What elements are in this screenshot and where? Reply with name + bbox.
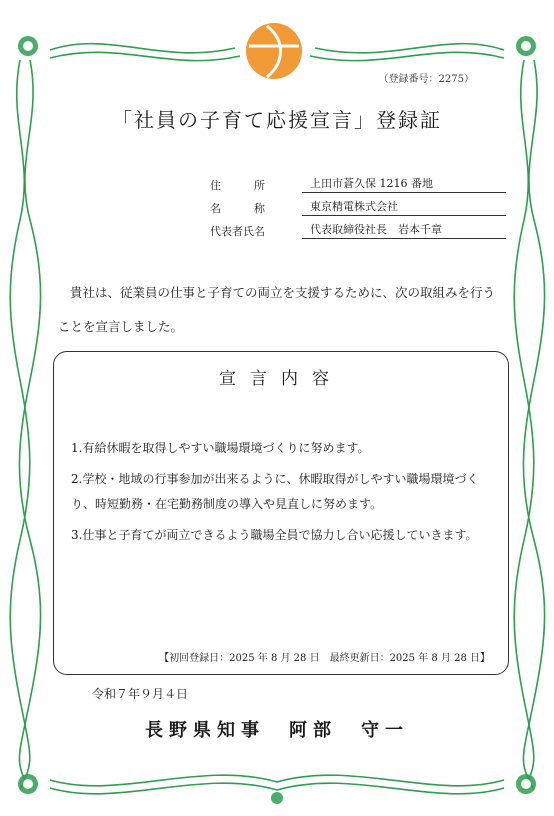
- declaration-item: 2.学校・地域の行事参加が出来るように、休暇取得がしやすい職場環境づくり、時短勤務・在宅勤務制度の導入や見直しに努めます。: [71, 472, 479, 511]
- company-info: [210, 170, 506, 239]
- declaration-items: [71, 436, 495, 554]
- certificate-title: 「社員の子育て応援宣言」登録証: [112, 108, 442, 132]
- signer-name: 長野県知事 阿部 守一: [145, 720, 409, 741]
- address-value: 上田市蒼久保 1216 番地: [302, 175, 506, 193]
- intro-text: 貴社は、従業員の仕事と子育ての両立を支援するために、次の取組みを行うことを宣言しました。: [58, 285, 496, 334]
- orange-circle-logo-icon: [245, 22, 303, 80]
- name-row: [210, 193, 506, 216]
- name-value: 東京精電株式会社: [302, 198, 506, 216]
- declaration-item: 1.有給休暇を取得しやすい職場環境づくりに努めます。: [71, 441, 370, 455]
- representative-row: [210, 216, 506, 239]
- representative-value: 代表取締役社長 岩本千章: [302, 221, 506, 239]
- declaration-title: 宣言内容: [219, 369, 343, 389]
- address-label: 住 所: [210, 179, 265, 192]
- declaration-item: 3.仕事と子育てが両立できるよう職場全員で協力し合い応援していきます。: [71, 528, 478, 542]
- registration-dates: 【初回登録日：2025 年 8 月 28 日 最終更新日：2025 年 8 月 28 日】: [159, 653, 490, 664]
- representative-label: 代表者氏名: [210, 225, 265, 238]
- name-label: 名 称: [210, 202, 265, 215]
- address-row: [210, 170, 506, 193]
- issue-date: 令和７年９月４日: [92, 687, 189, 701]
- registration-number: （登録番号：2275）: [378, 74, 474, 85]
- declaration-box: [53, 351, 509, 675]
